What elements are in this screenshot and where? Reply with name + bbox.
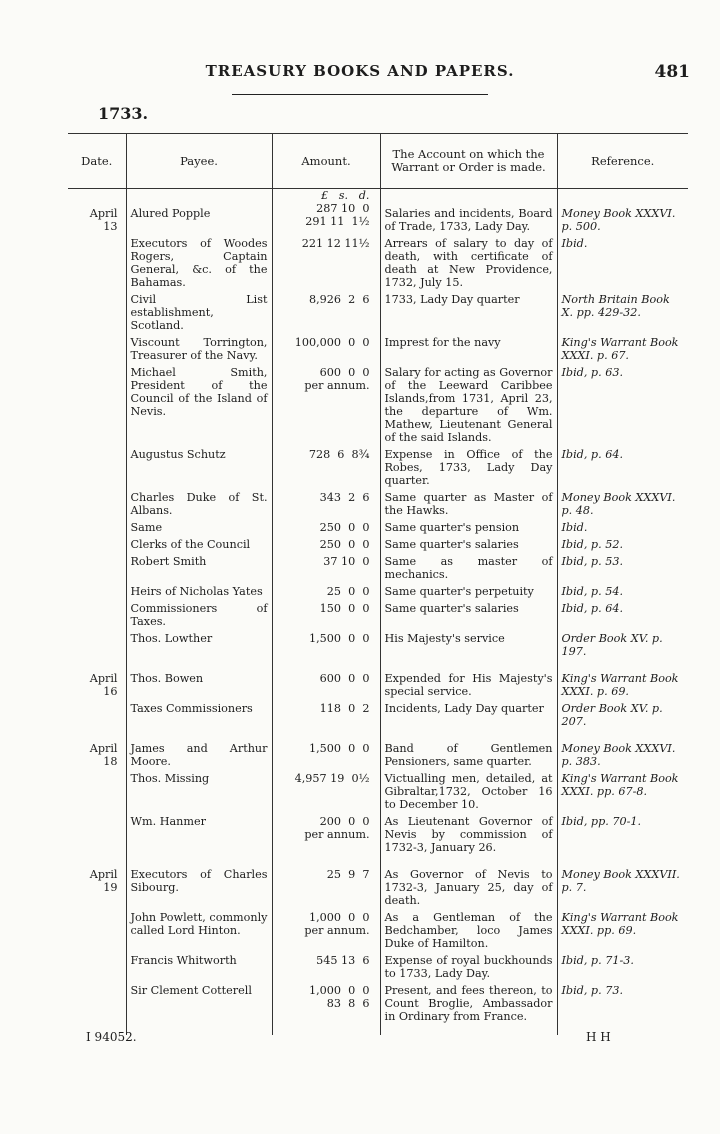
table-row [68,491,688,521]
cell-date [68,293,126,336]
cell-reference: King's Warrant Book XXXI. p. 67. [557,336,688,366]
cell-payee: Commissioners of Taxes. [126,602,272,632]
cell-amount: 37 10 0 [272,555,380,585]
cell-date: April 19 [89,868,118,894]
table-row [68,585,688,602]
cell-date [68,585,126,602]
cell-date [68,984,126,1035]
cell-payee: Robert Smith [126,555,272,585]
table-row [68,538,688,555]
cell-reference: Ibid, p. 64. [557,602,688,632]
cell-account: Same quarter as Master of the Hawks. [380,491,557,521]
cell-reference: Ibid, p. 71-3. [557,954,688,984]
cell-payee: Wm. Hanmer [126,815,272,858]
cell-amount: 25 0 0 [272,585,380,602]
cell-payee: Same [126,521,272,538]
cell-payee: Charles Duke of St. Albans. [126,491,272,521]
table-row [68,732,688,772]
cell-date [68,815,126,858]
cell-date [68,336,126,366]
cell-reference: Ibid, p. 73. [557,984,688,1035]
cell-reference: Ibid. [557,521,688,538]
table-header-row [68,134,688,189]
cell-amount [272,189,380,238]
cell-account: As a Gentleman of the Bedchamber, loco James Duke of Hamilton. [380,911,557,954]
cell-payee: Heirs of Nicholas Yates [126,585,272,602]
cell-reference: Order Book XV. p. 197. [557,632,688,662]
table-row [68,954,688,984]
cell-account: Victualling men, detailed, at Gibraltar,1732, October 16 to December 10. [380,772,557,815]
cell-reference: Money Book XXXVII. p. 7. [557,858,688,911]
cell-reference: King's Warrant Book XXXI. p. 69. [557,662,688,702]
table-row [68,632,688,662]
cell-account: Incidents, Lady Day quarter [380,702,557,732]
cell-amount: 4,957 19 0½ [272,772,380,815]
cell-payee: Sir Clement Cotterell [126,984,272,1035]
printer-signature: I 94052. [86,1030,137,1044]
cell-payee: Alured Popple [126,189,272,238]
cell-payee: Augustus Schutz [126,448,272,491]
cell-reference: Money Book XXXVI. p. 500. [557,189,688,238]
year-heading: 1733. [98,104,149,123]
cell-payee: Civil List establishment, Scotland. [126,293,272,336]
cell-payee: Executors of Charles Sibourg. [126,858,272,911]
cell-account: Band of Gentlemen Pensioners, same quarter. [380,732,557,772]
cell-date [68,555,126,585]
cell-amount: 1,000 0 0 per annum. [272,911,380,954]
table-row [68,772,688,815]
table-row [68,293,688,336]
cell-date [68,702,126,732]
cell-account: Present, and fees thereon, to Count Broglie, Ambassador in Ordinary from France. [380,984,557,1035]
cell-amount: 1,000 0 0 83 8 6 [272,984,380,1035]
cell-account: Expended for His Majesty's special service. [380,662,557,702]
cell-reference: Money Book XXXVI. p. 383. [557,732,688,772]
table-row [68,237,688,293]
cell-account: Same quarter's pension [380,521,557,538]
table-row [68,662,688,702]
table-row [68,189,688,238]
cell-amount: 100,000 0 0 [272,336,380,366]
cell-payee: Michael Smith, President of the Council of the Island of Nevis. [126,366,272,448]
cell-date [68,237,126,293]
warrant-table [68,133,688,1035]
cell-amount: 343 2 6 [272,491,380,521]
table-row [68,702,688,732]
cell-date [68,602,126,632]
cell-payee: Thos. Lowther [126,632,272,662]
cell-payee: Thos. Missing [126,772,272,815]
table-body [68,189,688,1036]
cell-reference: Ibid, p. 54. [557,585,688,602]
cell-amount: 1,500 0 0 [272,732,380,772]
table-row [68,336,688,366]
page-number: 481 [654,62,690,82]
cell-payee: John Powlett, commonly called Lord Hinton. [126,911,272,954]
header-rule [232,94,488,95]
cell-payee: Thos. Bowen [126,662,272,702]
cell-reference: North Britain Book X. pp. 429-32. [557,293,688,336]
cell-payee: Executors of Woodes Rogers, Captain General, &c. of the Bahamas. [126,237,272,293]
cell-account: Same quarter's salaries [380,538,557,555]
cell-payee: James and Arthur Moore. [126,732,272,772]
table-row [68,815,688,858]
table-row [68,602,688,632]
cell-amount: 8,926 2 6 [272,293,380,336]
table-row [68,555,688,585]
cell-date [68,538,126,555]
table-row [68,521,688,538]
cell-date [68,448,126,491]
cell-reference: Ibid. [557,237,688,293]
cell-amount: 545 13 6 [272,954,380,984]
amount-units-label: £ s. d. [321,189,370,202]
cell-date [68,632,126,662]
cell-amount: 200 0 0 per annum. [272,815,380,858]
cell-reference: Money Book XXXVI. p. 48. [557,491,688,521]
table-row [68,448,688,491]
cell-amount: 728 6 8¾ [272,448,380,491]
cell-amount: 600 0 0 [272,662,380,702]
sheet-signature: H H [586,1030,611,1044]
cell-account: Same as master of mechanics. [380,555,557,585]
cell-account: Imprest for the navy [380,336,557,366]
table-row [68,858,688,911]
cell-amount: 221 12 11½ [272,237,380,293]
amount-value: 287 10 0 291 11 1½ [305,202,370,228]
cell-reference: Ibid, p. 53. [557,555,688,585]
cell-date [68,911,126,954]
column-header-amount: Amount. [272,134,380,189]
cell-date: April 16 [89,672,118,698]
cell-account: 1733, Lady Day quarter [380,293,557,336]
cell-account: As Lieutenant Governor of Nevis by commission of 1732-3, January 26. [380,815,557,858]
table-row [68,366,688,448]
column-header-date: Date. [68,134,126,189]
column-header-payee: Payee. [126,134,272,189]
cell-account: Arrears of salary to day of death, with certificate of death at New Providence, 1732, July 15. [380,237,557,293]
table-row [68,984,688,1035]
cell-payee: Taxes Commissioners [126,702,272,732]
table-row [68,911,688,954]
cell-amount: 250 0 0 [272,521,380,538]
cell-reference: Ibid, pp. 70-1. [557,815,688,858]
cell-date [68,521,126,538]
cell-payee: Clerks of the Council [126,538,272,555]
cell-amount: 1,500 0 0 [272,632,380,662]
column-header-reference: Reference. [557,134,688,189]
cell-reference: Ibid, p. 52. [557,538,688,555]
page-header-title: TREASURY BOOKS AND PAPERS. [205,62,515,80]
cell-reference: Ibid, p. 63. [557,366,688,448]
cell-reference: King's Warrant Book XXXI. pp. 67-8. [557,772,688,815]
cell-amount: 25 9 7 [272,858,380,911]
cell-payee: Viscount Torrington, Treasurer of the Navy. [126,336,272,366]
cell-account: As Governor of Nevis to 1732-3, January 25, day of death. [380,858,557,911]
cell-account: His Majesty's service [380,632,557,662]
cell-account: Expense in Office of the Robes, 1733, Lady Day quarter. [380,448,557,491]
cell-amount: 150 0 0 [272,602,380,632]
cell-date [68,954,126,984]
cell-amount: 600 0 0 per annum. [272,366,380,448]
cell-reference: King's Warrant Book XXXI. pp. 69. [557,911,688,954]
cell-account: Same quarter's salaries [380,602,557,632]
cell-account: Salaries and incidents, Board of Trade, 1733, Lady Day. [380,189,557,238]
column-header-account: The Account on which the Warrant or Order is made. [380,134,557,189]
cell-payee: Francis Whitworth [126,954,272,984]
cell-account: Expense of royal buckhounds to 1733, Lady Day. [380,954,557,984]
cell-date: April 18 [89,742,118,768]
cell-amount: 250 0 0 [272,538,380,555]
cell-date [68,366,126,448]
cell-reference: Ibid, p. 64. [557,448,688,491]
cell-reference: Order Book XV. p. 207. [557,702,688,732]
cell-date [68,772,126,815]
cell-date [68,491,126,521]
cell-amount: 118 0 2 [272,702,380,732]
cell-date: April 13 [89,207,118,233]
cell-account: Salary for acting as Governor of the Leeward Caribbee Islands,from 1731, April 23, the departure of Wm. Mathew, Lieutenant General of the said Islands. [380,366,557,448]
cell-account: Same quarter's perpetuity [380,585,557,602]
